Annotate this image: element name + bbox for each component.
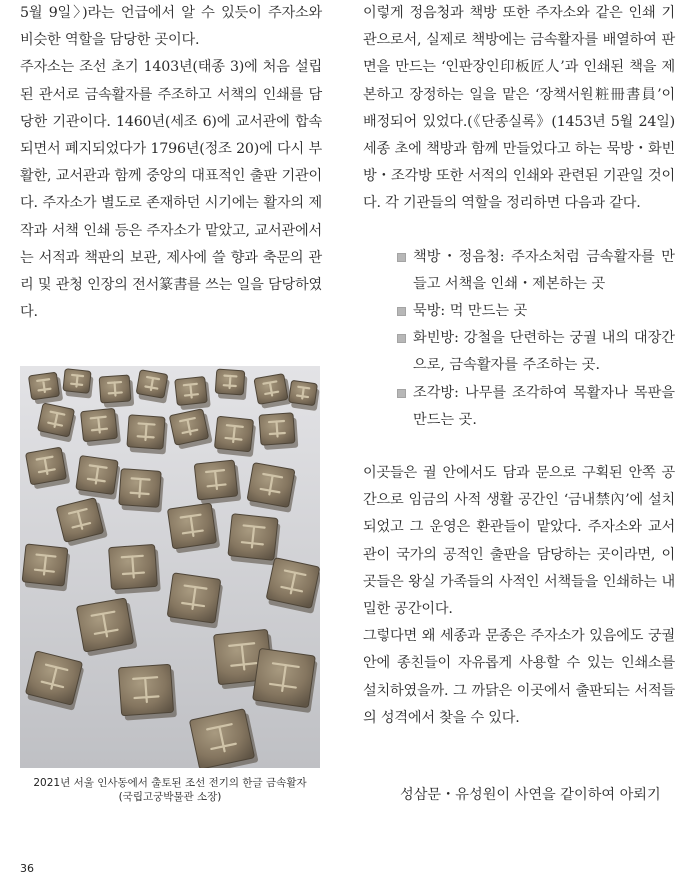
list-item-text: 묵방: 먹 만드는 곳 — [413, 303, 528, 320]
right-paragraph-2: 이곳들은 궐 안에서도 담과 문으로 구획된 안쪽 공간으로 임금의 사적 생활 공간인 ‘금내禁內’에 설치되었고 그 운영은 환관들이 맡았다. 주자소와 교서관이 국가의 공적인 출판을 담당하는 곳이라면, 이곳들은 왕실 가족들의 사적인 서책들을 인쇄하는 내밀한 공간이다. — [363, 465, 675, 618]
list-item — [397, 298, 675, 325]
list-item — [397, 380, 675, 434]
square-bullet-icon — [397, 307, 406, 316]
square-bullet-icon — [397, 334, 406, 343]
type-piece — [109, 544, 161, 594]
caption-line-2: (국립고궁박물관 소장) — [118, 791, 222, 803]
type-piece — [215, 369, 248, 400]
list-item-text: 책방・정음청: 주자소처럼 금속활자를 만들고 서책을 인쇄・제본하는 곳 — [413, 248, 675, 292]
left-column — [20, 0, 322, 326]
right-paragraph-3: 그렇다면 왜 세종과 문종은 주자소가 있음에도 궁궐 안에 종친들이 자유롭게 사용할 수 있는 인쇄소를 설치하였을까. 그 까닭은 이곳에서 출판되는 서적들의 성격에서 찾을 수 있다. — [363, 628, 675, 726]
type-piece — [252, 648, 318, 713]
type-piece — [99, 375, 134, 408]
metal-type-photo — [20, 366, 320, 768]
type-piece — [288, 380, 320, 411]
type-piece — [62, 369, 94, 399]
left-paragraph-1: 5월 9일〉)라는 언급에서 알 수 있듯이 주자소와 비슷한 역할을 담당한 곳이다. — [20, 5, 322, 49]
page-number: 36 — [20, 862, 34, 875]
type-piece — [246, 463, 298, 513]
right-column — [363, 0, 675, 732]
type-piece — [175, 376, 211, 410]
type-piece — [76, 597, 137, 656]
list-item — [397, 325, 675, 379]
institution-list — [397, 244, 675, 434]
type-piece — [118, 664, 177, 721]
left-paragraph-2: 주자소는 조선 초기 1403년(태종 3)에 처음 설립된 관서로 금속활자를 주조하고 서책의 인쇄를 담당한 기관이다. 1460년(세조 6)에 교서관에 합속되면서 폐지되었다가 1796년(정조 20)에 다시 부활한, 교서관과 함께 중앙의 대표적인 출판 기관이다. 주자소가 별도로 존재하던 시기에는 활자의 제작과 서책 인쇄 등은 주자소가 맡았고, 교서관에서는 서적과 책판의 보관, 제사에 쓸 향과 축문의 관리 및 관청 인장의 전서篆書를 쓰는 일을 담당하였다. — [20, 59, 322, 321]
type-piece — [127, 415, 168, 455]
type-piece — [167, 503, 220, 554]
type-piece — [259, 413, 298, 450]
list-item-text: 화빈방: 강철을 단련하는 궁궐 내의 대장간으로, 금속활자를 주조하는 곳. — [413, 330, 675, 374]
caption-line-1: 2021년 서울 인사동에서 출토된 조선 전기의 한글 금속활자 — [33, 777, 307, 789]
signature-line: 성삼문・유성원이 사연을 같이하여 아뢰기 — [400, 787, 661, 803]
right-intro-paragraph: 이렇게 정음청과 책방 또한 주자소와 같은 인쇄 기관으로서, 실제로 책방에는 금속활자를 배열하여 판면을 만드는 ‘인판장인印板匠人’과 인쇄된 책을 제본하고 장정하는 일을 맡은 ‘장책서원粧冊書員’이 배정되어 있었다.(《단종실록》(1453년 5월 24일) 세종 초에 책방과 함께 만들었다고 하는 묵방・화빈방・조각방 또한 서적의 인쇄와 관련된 기관일 것이다. 각 기관들의 역할을 정리하면 다음과 같다. — [363, 5, 675, 212]
type-piece — [194, 460, 241, 505]
type-piece — [118, 469, 164, 513]
type-piece — [166, 573, 223, 629]
type-piece — [135, 370, 171, 404]
type-piece — [75, 456, 121, 500]
type-piece — [22, 544, 71, 591]
figure-caption — [20, 776, 320, 804]
square-bullet-icon — [397, 253, 406, 262]
type-piece — [227, 514, 281, 566]
list-item-text: 조각방: 나무를 조각하여 목활자나 목판을 만드는 곳. — [413, 384, 675, 428]
type-piece — [25, 447, 70, 490]
type-piece — [214, 416, 257, 457]
square-bullet-icon — [397, 389, 406, 398]
list-item — [397, 244, 675, 298]
type-piece — [81, 408, 121, 447]
metal-type-pieces-illustration — [20, 366, 320, 768]
